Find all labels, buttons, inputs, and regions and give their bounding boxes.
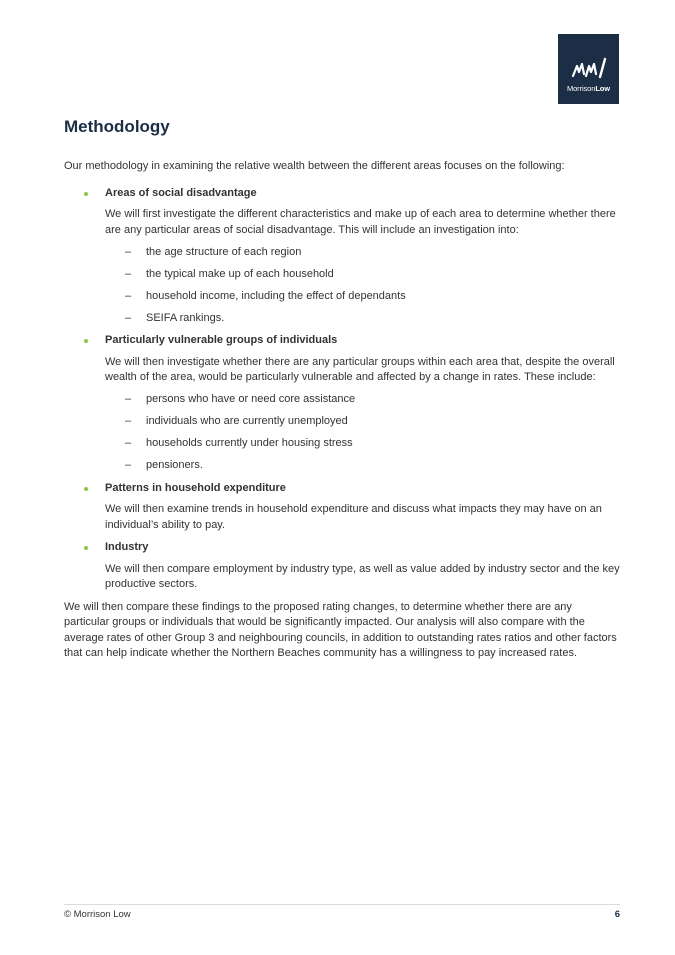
dash-icon: – (125, 459, 132, 471)
morrison-low-logo (558, 34, 619, 104)
section-body: We will then compare employment by industry type, as well as value added by industry sector and the key productive sectors. (105, 562, 620, 590)
list-item-text: household income, including the effect of dependants (146, 289, 406, 302)
list-item (105, 392, 620, 408)
list-item (105, 458, 620, 474)
list-item-text: individuals who are currently unemployed (146, 415, 348, 427)
logo-monogram (558, 56, 619, 86)
dash-icon: – (125, 267, 132, 280)
dash-icon: – (125, 437, 132, 449)
logo-text-bold: Low (595, 84, 611, 93)
list-item-text: households currently under housing stress (146, 437, 353, 449)
bullet-icon (84, 339, 88, 343)
list-item-text: pensioners. (146, 459, 203, 471)
page-number: 6 (614, 909, 620, 920)
page-title: Methodology (64, 117, 170, 136)
dash-icon: – (125, 415, 132, 427)
dash-icon: – (125, 311, 132, 324)
bullet-icon (84, 192, 88, 196)
page-content (64, 159, 620, 662)
section-title: Particularly vulnerable groups of individuals (105, 334, 338, 346)
list-item (105, 245, 620, 261)
intro-paragraph: Our methodology in examining the relative wealth between the different areas focuses on the following: (64, 160, 565, 172)
list-item (105, 267, 620, 283)
logo-monogram-icon (569, 56, 609, 80)
section-list (105, 245, 620, 327)
dash-icon: – (125, 289, 132, 302)
section-body: We will then examine trends in household expenditure and discuss what impacts they may have on an individual’s ability to pay. (105, 503, 602, 531)
logo-wordmark (558, 84, 619, 93)
bullet-icon (84, 487, 88, 491)
bullet-icon (84, 546, 88, 550)
section-list (105, 392, 620, 474)
list-item (105, 414, 620, 430)
list-item-text: the age structure of each region (146, 245, 302, 258)
list-item-text: persons who have or need core assistance (146, 393, 356, 405)
section-title: Industry (105, 541, 149, 553)
footer-divider (64, 904, 620, 905)
list-item (105, 311, 620, 327)
list-item-text: SEIFA rankings. (146, 311, 225, 324)
logo-text-regular: Morrison (566, 84, 596, 93)
list-item-text: the typical make up of each household (146, 267, 334, 280)
list-item (105, 436, 620, 452)
section-title: Patterns in household expenditure (105, 481, 286, 494)
footer-copyright: © Morrison Low (64, 909, 131, 920)
section-body: We will then investigate whether there are any particular groups within each area that, despite the overall wealth of the area, would be particularly vulnerable and affected by a change in rates. These include: (105, 355, 615, 383)
section-title: Areas of social disadvantage (105, 186, 257, 199)
list-item (105, 289, 620, 305)
section-body: We will first investigate the different characteristics and make up of each area to determine whether there are any particular areas of social disadvantage. This will include an investigation into: (105, 208, 616, 236)
section-industry (64, 540, 620, 593)
dash-icon: – (125, 393, 132, 405)
conclusion-paragraph: We will then compare these findings to the proposed rating changes, to determine whether there are any particular groups or individuals that would be significantly impacted. Our analysis will also compare with the average rates of other Group 3 and neighbouring councils, in addition to outstanding rates ratios and other factors that can help indicate whether the Northern Beaches community has a willingness to pay increased rates. (64, 600, 617, 659)
section-household-expenditure (64, 481, 620, 534)
section-vulnerable-groups (64, 333, 620, 474)
dash-icon: – (125, 245, 132, 258)
section-social-disadvantage (64, 186, 620, 327)
